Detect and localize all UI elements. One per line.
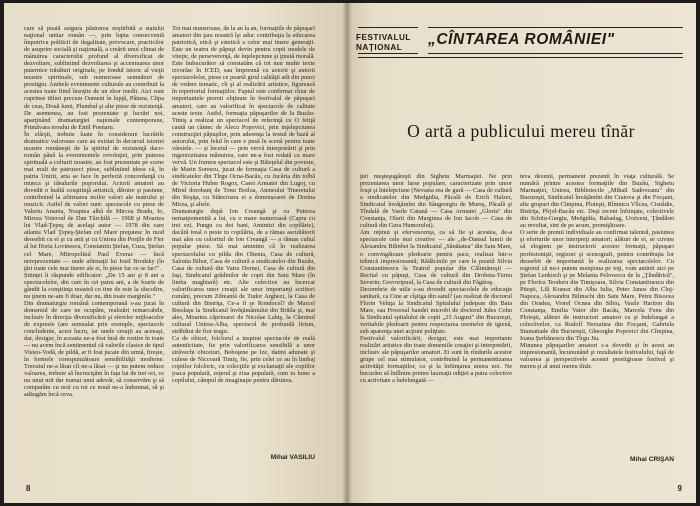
- right-column-1-text: ţiei meşteşugăreşti din Sighetu Marmaţiei. Ne prin prezentarea unor farse populare, caracterizate prin umor fruşt şi întelepciune (Nevasta rea de gură — Casa de cultură a sindicatelor din Medgidia, Păcală de Erich Halzer, Sindicatul învăţămînt din Sângeorgiu de Mureş, Păcală şi Tîndală de Vasile Catană — Casa Armatei „Gloria" din Constanţa, Olarii din Marginea de Ion Iacob — Casa de cultură din Gura Humorului). Am reţinut şi efervescenţa, ca să fie şi acestea, de-a spectacole cele mai creative — ale „de-Dansul lumii de Alexandru Bilinbei la Sindicatul „Sănătatea" din Satu Mare, o convingătoare pledoarie pentru pace, realizat într-o tehnică impresionantă; Rădăcinile pe care le poartă Silvia Constantinescu la Teatrul popular din Călimăneşti — Recital cu păpuşi, Casa de cultură din Drobeta-Turnu Severin; Grevoripuul, la Casa de cultură din Făgăraş. Decembrie de utile s-au dovedit spectacolele de educaţie sanitară, ca Cine ar cîştiga din satul? (au realizat de doctorul Florin Veluţa la Sindicatul Spitalului judeţean din Baia Mare, sau Procesul bandei microbi de doctorul Jules Cohn la Sindicatul spitalului de copii „23 August" din Bucureşti, veritabile pledoarii pentru respectarea normelor de igienă, sub aparenţa unei acţiuni poliţiste. Festivalul valorificării, desigur, este mai importante realizări artistice din toate domeniile creaţiei şi interpretării, inclusiv ale păpuşarilor amatori. Ei sunt în rîndurile acestor grupe cel mai stimulator, contribuind la permanentizarea activităţii formaţiilor, ca şi la înfiinţarea unora noi. Ne bucurăm să întîlnim printre laureaţii ediţiei a patra colective cu activitate a îndelungată —: [360, 173, 512, 385]
- festival-label: [356, 33, 411, 53]
- header-rule-mid-right: [428, 53, 683, 54]
- left-column-2: [172, 25, 315, 471]
- left-page-number: 8: [26, 484, 31, 493]
- right-column-2-text: teva decenii, permanent prezenti în viaţa culturală. Se numără printre acestea formaţiile din Buzău, Sighetu Marmaţiei, Unirea, Bibliotecile „Mihail Sadoveanu" din Bucureşti, Sindicatul învăţămînt din Craiova şi din Focşani, alte grupuri din Cîmpina, Ploieşti, Rîmnicu Vîlcea, Cisnădie, Bistriţa, Pîrjol-Bacău etc. Deşi recent înfiinţate, colectivele din Schitu-Gurgiu, Medgidia, Babadag, Urziceni, Ţăndărei au revoltat, sint de pe acum, promiţătoare. O serie de premii individuale au confirmat talentul, pasiunea şi eforturile unor interpreţi amatori; alături de ei, se cuvine să elogiem pe instructorii acestor formaţii, păpuşari profesionişti, regizori şi scenografi, pentru contribuţia lor deosebit de importantă în realizarea spectacolelor. Cu regretul că nu-i putem menţiona pe toţi, vom aminti aici pe Ştefan Lenkisch şi pe Melania Pelovescu de la „Ţăndărică", pe Florica Teodoru din Timişoara, Silvia Constantinescu din Piteşti, Lili Krausz din Alba Iulia, Peter Janos din Cluj-Napoca, Alexandru Bilinschi din Satu Mare, Petru Bisocea din Oradea, Viorel Ocnea din Sibiu, Vasile Hariton din Constanţa, Emilia Vator din Bacău, Marcela Fenu din Ploieşti, alături de instructori amatori ca şi îndelungat a colectivelor, ca Rudolf Nerzatiea din Focşani, Gabriela Stumatiade din Bucureşti, Gheorghe Popovici din Cîmpina, Ioana Şerbănescu din Tîrgu Jiu. Minunea păpuşarilor amatori s-a dovedit şi în acest an impresionantă, încununând şi rezultatele festivalului, faţă de valoarea şi perspectivele acestei prestigioase festival şi mereu şi al unui mereu tînăr.: [520, 173, 674, 371]
- header-rule-mid-left: [358, 53, 418, 54]
- left-column-1-text: care să poată asigura păstrarea neştirbită a statului naţional unitar român —, prin lupta consecventă împotriva politicii de ilegalitate, provocare, practicilor de asuprire socială şi naţională, a creării unui climat de mânuirea caracterului profund al diversificat de dezvoltare, subliniind dezvoltarea şi accentuarea unor puternice trăsături originale, pe fondul istoric al vieţii noastre spirituale, sub numeroase semnături de prestigiu. Ambele evenimente culturale au contribuit la acestea toate fiind însoţite de un zbor inedit. Aici sunt cuprinse titluri precum Oameni în lupţă, Pâinea, Clipa de ceas, Două lumi, Plumbul şi alte piese de rezistenţă. De asemenea, au fost prezentate şi lucrări noi, aparţinând dramaturgiei naţionale contemporane, Primăvara eroului de Emil Poenaru. În sfârşit, trebuie luate în considerare lucrările dramatice valoroase care au existat în decursul istoriei noastre româneşti de la spiritul de rezistenţă daco-român până la evenimentele revoluţiei, prin puterea spirituală a culturii noastre, au fost prezentate pe scene mai mult de patruzeci piese, subliniind ideea că, în patria Unirii, arta se face în perfectă concordanţă cu munca şi idealurile poporului. Actorii amatori au dovedit o înaltă conştiinţă artistică, dăruire şi pasiune, contribuind la afirmarea noilor valori ale teatrului şi muzicii. Astfel de valori sunt: spectacole cu piese de Valeriu Anania, Noaptea albă de Mircea Bradu, Io, Mircea Voievod de Dan Tărchilă — 1968 şi Moartea lui Vlad-Ţepeş de acelaşi autor — 1978 din care atlanta Vlad Ţepeş-Ştefan cel Mare preţuiesc în mod deosebit cu ei şi cu anii şi cu Unirea din Porţile de Fier al lui Horia Lovinescu, Constantin Ştefan, Cuza, Ştefan cel Mare, Mitropolitul Paul Everac — încă nereprezentate — unde afirmaţii lui Iosif Brodsky (în ţări toate cele mai tinere ale ei, în piese fac ce se fac!". Știinţei li răspunde edificator: „De 15 ani şi 8 ani a spectacolelor, din care în cei patru ani, a de foarte de gândit la conştiinţa noastră cu tine de este la răscolire, nu ţinem ne-am fi doar, dar nu, din toate marginile." Din dramaturgia română contemporană s-au jucat în domeniul de care ne ocupăm, realizări remarcabile, inclusiv în direcţia diversificării şi sferelor mijloacelor de expresie (am semnalat prin exemple, spectacole concludente, acest lucru, iar unele creaţii au aceeaşi, dar, desigur, în aceasta ne-a fost însă de rostire în toate — nu avem încă sentimentul că valorile clasice de tipul Visteo-Vodă, de pildă, ar fi fost jucate din urmă, fireşte, în formele corespunzătoare sensibilităţii moderne. Trecutul ne-a lăsat cît ne-a lăsat — şi nu putem reduce valoarea, trebuie să încrucişăm în faţa lui de trei ori, ce nu unui mit dar numai unui adevăr, să conservăm şi să comparăm cu noii cu tot ce nouă ne-a îndemnat, să şi adăugăm încă ceva.: [24, 25, 164, 399]
- festival-label-line2: NAŢIONAL: [356, 43, 403, 52]
- magazine-spread: [4, 3, 696, 503]
- left-page: [4, 3, 346, 503]
- right-page: [346, 3, 696, 503]
- right-column-1: [360, 173, 512, 473]
- header-rule-top-right: [428, 27, 683, 28]
- festival-label-line1: FESTIVALUL: [356, 33, 411, 42]
- festival-header: [356, 17, 686, 59]
- right-column-2: [520, 173, 674, 473]
- article-headline: O artă a publicului mereu tînăr: [407, 121, 635, 141]
- right-page-number: 9: [677, 484, 682, 493]
- header-rule-top-left: [358, 27, 418, 28]
- left-column-2-text: Tot mai numeroase, de la an la an, formaţiile de păpuşari amatori din ţara noastră îşi aduc contribuţia la educarea patriotică, etică şi estetică a celor mai tinere generaţii. Este un teatru de păpuşi devin pentru copii modele de viteţie, de perseverenţă, de înţelepciune şi ţinută morală. Este îmbucurător să constatăm că tot mai multe texte izvorăsc în ICED, sau împreună cu actorii şi autorii spectacolelor, piese ce poartă girul calităţii atît din punct de vedere tematic, cît şi al realizării artistice, figurează în repertoriul formaţiilor. Faptul este confirmat chiar de importantele premii obţinute în festivalul de păpuşari amatori, care au valorificat în spectacole de calitate aceste texte. Astfel, formaţia păpuşarilor de la Buzău-Timiş a realizat un spectacol de referinţă cu O fetiţă caută un cântec de Alecu Popovici, prin inţelepciunea construcţiei păpuşilor, prin aderenţa la textul de bază al autorului, prin felul în care e pusă în scenă pentru toate vârstele. — și încetul — prin vervă interpretării şi prin ingeniozitatea mânuirea, care ne-a fost redată cu mare vervă. Un frumos spectacol este şi Băieţelul din poveste, de Marin Sorescu, jucat de formaţia Casa de cultură a sindicatelor din Tîrgu Ocna-Bacău, cu Jucăria din tolbă de Victoria Huber Rogoz, Casei Armatei din Lugoj, cu Mirul dorobanţ de Tonu Boiloa, Ateneului Tineretului din Reşiţa, cu Stăncioara ei a domnişoarei de Dorina Mirza, şi altele. Dramaturgie după Ion Creangă şi cu Puterea nemaipomenită a lui, cu o mare numeroasă (Capra cu trei ezi, Pungu cu doi bani, Amintiri din copilărie), dacără ireal o peste tu copilăria, de a rămas ascultătorii mai ales cu coloritul de Ion Creangă — a rămas cultul popular piese. Să mai amintim că în realizarea spectacolului cu pilda din Oltenia, Casa de cultură, Salonta Bihor, Casa de cultură a sindicatelor din Buzău, Casa de cultură din Vatra Dornei, Casa de cultură din Iaşi, Sindicatul grădinilor de copii din Satu Mare (în limba maghiară) etc. Alte colective au încercat valorificarea unor creaţii ale unor importanţi scriitori români, precum Zdreantă de Tudor Arghezi, la Casa de cultură din Bistriţa, Ce-a fi şe Rondocel? de Marcel Breslaşu la Sindicatul învăţământului din Brăila şi, mai ales, Moartea căprioarei de Nicolae Labiş, la Căminul cultural Unirea-Alba, spectacol de profundă lirism, străbătut de fior tragic. Ca de obicei, folclorul a inspirat spectacole de reală autenticitate, fie prin valorificarea sensibilă a unor străvechi obiceiuri, Boboţene pe Ize, datini adunate şi culese de Niccoară Timiş, fie, prin celei ce au în limbaj copiilor folcloric, cu colecţiile şi exclamaţii ale copiilor joaca populară, zeţerul şi ziua populară, cum tu lume a copilului, câmpul de imaginaţie pentru dăruirea.: [172, 25, 315, 385]
- header-rule-bottom: [358, 57, 683, 58]
- festival-title: „CÎNTAREA ROMÂNIEI": [428, 31, 615, 48]
- left-signature: Mihai VASILIU: [270, 454, 315, 461]
- right-signature: Mihai CRIŞAN: [630, 456, 674, 463]
- left-column-1: [24, 25, 164, 471]
